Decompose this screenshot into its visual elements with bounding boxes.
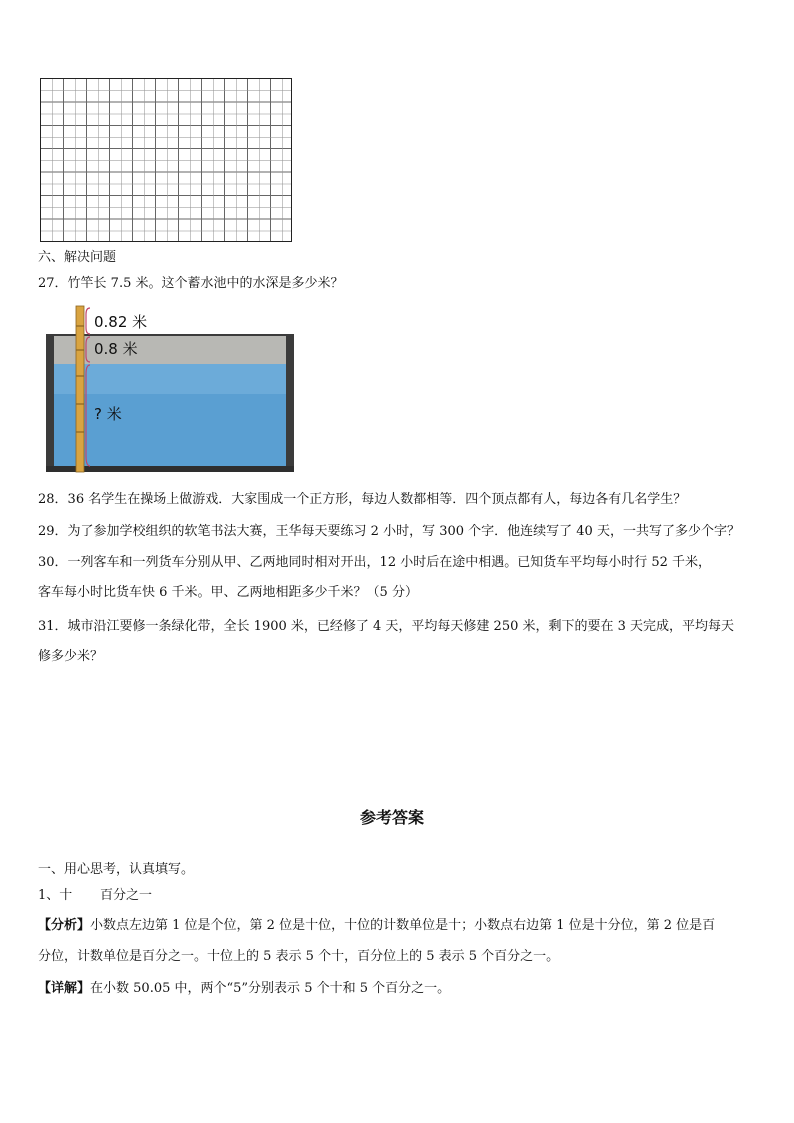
question-31-line-2: 修多少米？	[38, 649, 104, 664]
question-27: 27．竹竿长 7.5 米。这个蓄水池中的水深是多少米？	[38, 276, 344, 291]
analysis-text-1: 小数点左边第 1 位是个位，第 2 位是十位，十位的计数单位是十；小数点右边第 1 位是十分位，第 2 位是百	[90, 918, 716, 933]
question-30-line-2: 客车每小时比货车快 6 千米。甲、乙两地相距多少千米？（5 分）	[38, 585, 418, 600]
water-tank-figure	[46, 304, 296, 474]
sand-layer	[54, 336, 286, 364]
answer-section-1: 一、用心思考，认真填写。	[38, 862, 195, 877]
brace-top	[86, 308, 90, 334]
detail-text: 在小数 50.05 中，两个“5”分别表示 5 个十和 5 个百分之一。	[90, 981, 451, 996]
dot-grid	[40, 78, 292, 242]
answer-1-first: 1、十	[38, 888, 73, 903]
label-unknown-depth: ? 米	[94, 405, 122, 423]
analysis-line-2: 分位，计数单位是百分之一。十位上的 5 表示 5 个十，百分位上的 5 表示 5 个百分之一。	[38, 949, 560, 964]
question-30-line-1: 30．一列客车和一列货车分别从甲、乙两地同时相对开出，12 小时后在途中相遇。已知货车平均每小时行 52 千米，	[38, 555, 712, 570]
label-0-8: 0.8 米	[94, 340, 138, 358]
analysis-line-1	[38, 914, 715, 933]
answer-1-second: 百分之一	[100, 888, 153, 903]
detail-line	[38, 977, 450, 996]
label-0-82: 0.82 米	[94, 313, 148, 331]
bamboo-pole	[76, 306, 84, 472]
question-31-line-1: 31．城市沿江要修一条绿化带，全长 1900 米，已经修了 4 天，平均每天修建 250 米，剩下的要在 3 天完成，平均每天	[38, 619, 735, 634]
answer-title: 参考答案	[360, 808, 425, 827]
section-6-title: 六、解决问题	[38, 250, 117, 265]
question-29: 29．为了参加学校组织的软笔书法大赛，王华每天要练习 2 小时，写 300 个字．他连续写了 40 天，一共写了多少个字？	[38, 524, 740, 539]
question-28: 28．36 名学生在操场上做游戏．大家围成一个正方形，每边人数都相等．四个顶点都有人，每边各有几名学生？	[38, 492, 687, 507]
analysis-tag: 【分析】	[38, 918, 91, 933]
detail-tag: 【详解】	[38, 981, 91, 996]
